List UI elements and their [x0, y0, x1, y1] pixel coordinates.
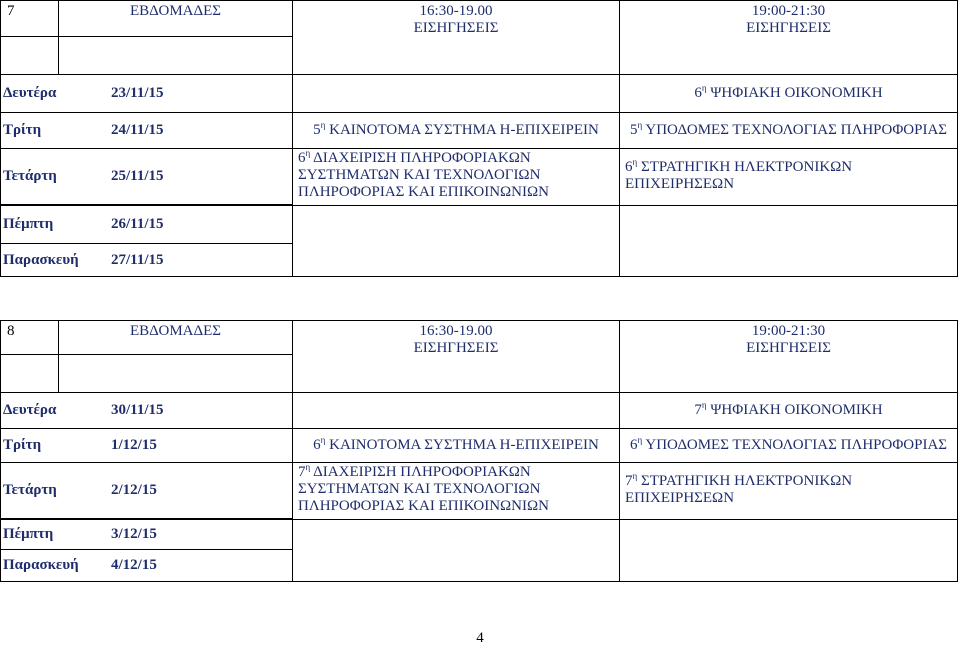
week8-schedule-table	[0, 320, 958, 582]
date-label: 24/11/15	[111, 122, 164, 138]
day-label: Τρίτη	[3, 122, 42, 138]
day-row-tuesday	[1, 429, 293, 463]
page-number: 4	[476, 630, 484, 646]
day-row-thursday	[1, 520, 293, 550]
slot1-type: ΕΙΣΗΓΗΣΕΙΣ	[413, 20, 499, 36]
day-row-tuesday	[1, 113, 293, 149]
weeks-header: ΕΒΔΟΜΑΔΕΣ	[59, 1, 293, 37]
slot2-type: ΕΙΣΗΓΗΣΕΙΣ	[746, 20, 831, 36]
day-label: Τετάρτη	[3, 168, 57, 184]
day-row-friday	[1, 550, 293, 582]
date-label: 27/11/15	[111, 251, 164, 268]
empty-cell	[59, 37, 293, 75]
slot1-type: ΕΙΣΗΓΗΣΕΙΣ	[413, 340, 499, 356]
wednesday-slot2: $6^\eta$ ΣΤΡΑΤΗΓΙΚΗ ΗΛΕΚΤΡΟΝΙΚΩΝ ΕΠΙΧΕΙΡΗΣΕΩΝ	[620, 149, 958, 206]
day-row-friday	[1, 244, 293, 277]
slot1-time: 16:30-19.00	[419, 3, 493, 19]
tuesday-slot2: $5^\eta$ ΥΠΟΔΟΜΕΣ ΤΕΧΝΟΛΟΓΙΑΣ ΠΛΗΡΟΦΟΡΙΑΣ	[620, 113, 958, 149]
day-row-wednesday	[1, 149, 293, 205]
slot2-header	[620, 321, 958, 393]
day-label: Πέμπτη	[3, 216, 54, 232]
day-row-monday	[1, 75, 293, 113]
empty-cell	[1, 37, 59, 75]
day-row-monday	[1, 393, 293, 429]
week-number: 8	[1, 321, 59, 355]
slot2-type: ΕΙΣΗΓΗΣΕΙΣ	[746, 340, 831, 356]
slot1-header	[293, 1, 620, 75]
wednesday-slot1: $6^\eta$ ΔΙΑΧΕΙΡΙΣΗ ΠΛΗΡΟΦΟΡΙΑΚΩΝ ΣΥΣΤΗΜΑΤΩΝ ΚΑΙ ΤΕΧΝΟΛΟΓΙΩΝ ΠΛΗΡΟΦΟΡΙΑΣ ΚΑΙ ΕΠΙΚΟΙΝΩΝΙΩΝ	[293, 149, 620, 206]
wednesday-slot2: $7^\eta$ ΣΤΡΑΤΗΓΙΚΗ ΗΛΕΚΤΡΟΝΙΚΩΝ ΕΠΙΧΕΙΡΗΣΕΩΝ	[620, 463, 958, 520]
day-label: Τετάρτη	[3, 482, 57, 498]
week-number: 7	[1, 1, 59, 37]
date-label: 26/11/15	[111, 216, 164, 232]
empty-slot	[293, 206, 620, 277]
tuesday-slot1: $5^\eta$ ΚΑΙΝΟΤΟΜΑ ΣΥΣΤΗΜΑ Η-ΕΠΙΧΕΙΡΕΙΝ	[293, 113, 620, 149]
weeks-header: ΕΒΔΟΜΑΔΕΣ	[59, 321, 293, 355]
date-label: 3/12/15	[111, 526, 157, 542]
date-label: 25/11/15	[111, 168, 164, 184]
date-label: 30/11/15	[111, 402, 164, 418]
day-label: Δευτέρα	[3, 85, 57, 101]
date-label: 23/11/15	[111, 85, 164, 101]
empty-cell	[59, 355, 293, 393]
slot2-time: 19:00-21:30	[751, 323, 826, 339]
empty-cell	[1, 355, 59, 393]
tuesday-slot1: $6^\eta$ ΚΑΙΝΟΤΟΜΑ ΣΥΣΤΗΜΑ Η-ΕΠΙΧΕΙΡΕΙΝ	[293, 429, 620, 463]
empty-slot	[293, 393, 620, 429]
day-label: Δευτέρα	[3, 402, 57, 418]
empty-slot	[620, 520, 958, 582]
day-row-wednesday	[1, 463, 293, 519]
wednesday-slot1: $7^\eta$ ΔΙΑΧΕΙΡΙΣΗ ΠΛΗΡΟΦΟΡΙΑΚΩΝ ΣΥΣΤΗΜΑΤΩΝ ΚΑΙ ΤΕΧΝΟΛΟΓΙΩΝ ΠΛΗΡΟΦΟΡΙΑΣ ΚΑΙ ΕΠΙΚΟΙΝΩΝΙΩΝ	[293, 463, 620, 520]
date-label: 2/12/15	[111, 482, 157, 498]
tuesday-slot2: $6^\eta$ ΥΠΟΔΟΜΕΣ ΤΕΧΝΟΛΟΓΙΑΣ ΠΛΗΡΟΦΟΡΙΑΣ	[620, 429, 958, 463]
slot2-time: 19:00-21:30	[751, 3, 826, 19]
slot1-header	[293, 321, 620, 393]
slot1-time: 16:30-19.00	[419, 323, 493, 339]
monday-slot2: $7^\eta$ ΨΗΦΙΑΚΗ ΟΙΚΟΝΟΜΙΚΗ	[620, 393, 958, 429]
empty-slot	[293, 75, 620, 113]
slot2-header	[620, 1, 958, 75]
date-label: 4/12/15	[111, 557, 157, 573]
day-row-thursday	[1, 206, 293, 244]
day-label: Παρασκευή	[3, 251, 79, 268]
empty-slot	[293, 520, 620, 582]
empty-slot	[620, 206, 958, 277]
monday-slot2: $6^\eta$ ΨΗΦΙΑΚΗ ΟΙΚΟΝΟΜΙΚΗ	[620, 75, 958, 113]
date-label: 1/12/15	[111, 437, 157, 453]
day-label: Πέμπτη	[3, 526, 54, 542]
week7-schedule-table	[0, 0, 958, 277]
day-label: Τρίτη	[3, 437, 42, 453]
day-label: Παρασκευή	[3, 557, 79, 573]
